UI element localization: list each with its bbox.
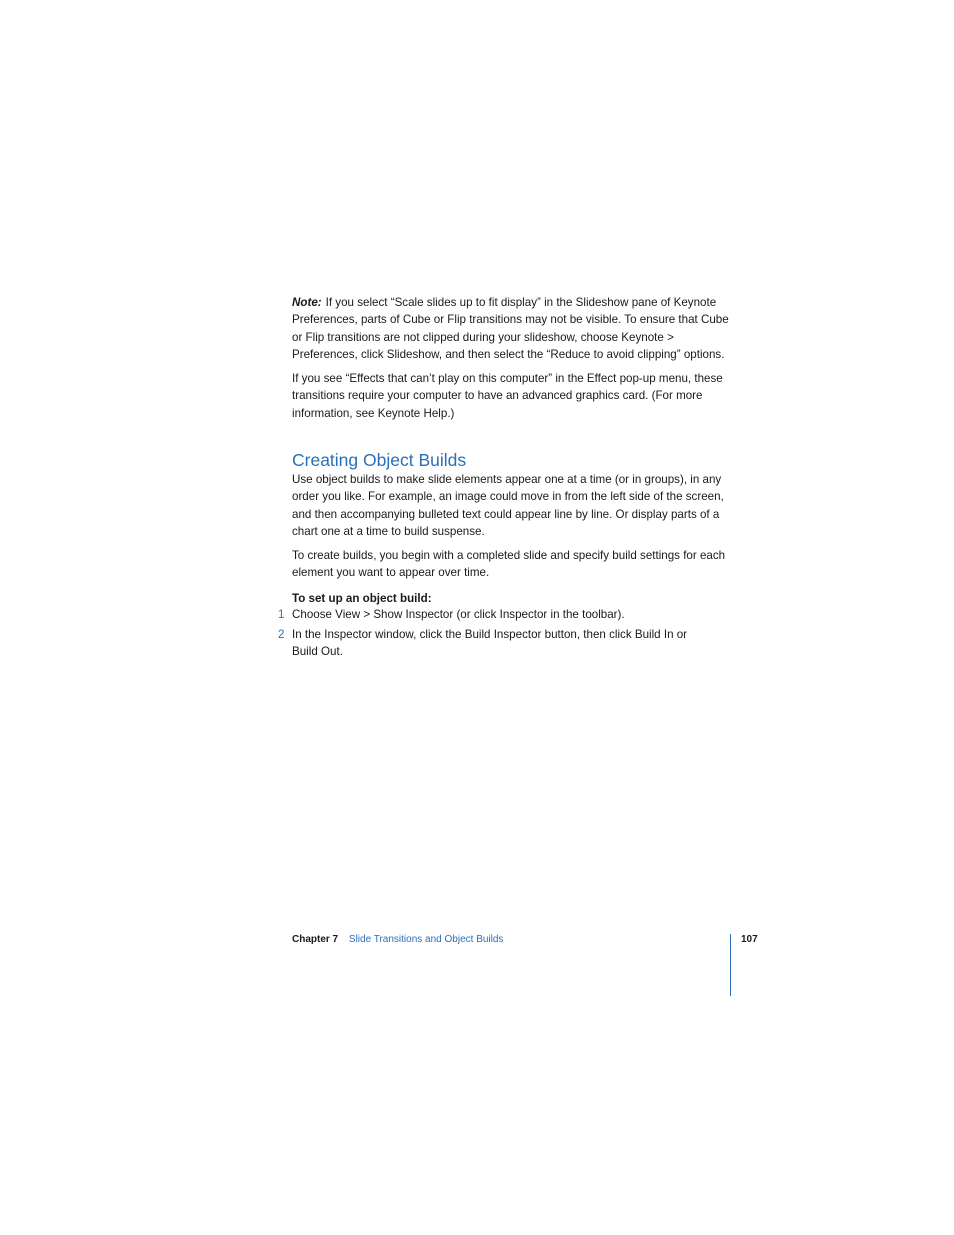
footer-chapter-title: Slide Transitions and Object Builds: [348, 934, 504, 945]
builds-paragraph: To create builds, you begin with a completed slide and specify build settings for each element you want to appear over time.: [292, 549, 726, 580]
footer-chapter: Chapter 7: [292, 934, 339, 945]
list-item: [270, 606, 732, 623]
page-number: 107: [741, 934, 758, 945]
list-item: [270, 626, 732, 661]
step-text: Choose View > Show Inspector (or click Inspector in the toolbar).: [292, 608, 625, 621]
section-heading: Creating Object Builds: [292, 450, 467, 470]
page-footer: [292, 932, 503, 948]
step-number: 2: [278, 628, 285, 641]
step-number: 1: [278, 608, 285, 621]
note-paragraph: [292, 294, 732, 363]
step-text: In the Inspector window, click the Build Inspector button, then click Build In or Build Out.: [292, 628, 688, 659]
procedure-title: To set up an object build:: [292, 592, 432, 605]
note-text: If you select “Scale slides up to fit display” in the Slideshow pane of Keynote Preferences, parts of Cube or Flip transitions may not be visible. To ensure that Cube or Flip transitions are not clipped during your slideshow, choose Keynote > Preferences, click Slideshow, and then select the “Reduce to avoid clipping” options.: [292, 296, 729, 361]
note-label: Note:: [292, 296, 322, 309]
effects-paragraph: If you see “Effects that can’t play on this computer” in the Effect pop-up menu, these transitions require your computer to have an advanced graphics card. (For more information, see Keynote Help.): [292, 372, 723, 420]
intro-paragraph: Use object builds to make slide elements appear one at a time (or in groups), in any order you like. For example, an image could move in from the left side of the screen, and then accompanying bulleted text could appear line by line. Or display parts of a chart one at a time to build suspense.: [292, 473, 724, 538]
footer-divider: [730, 934, 731, 996]
